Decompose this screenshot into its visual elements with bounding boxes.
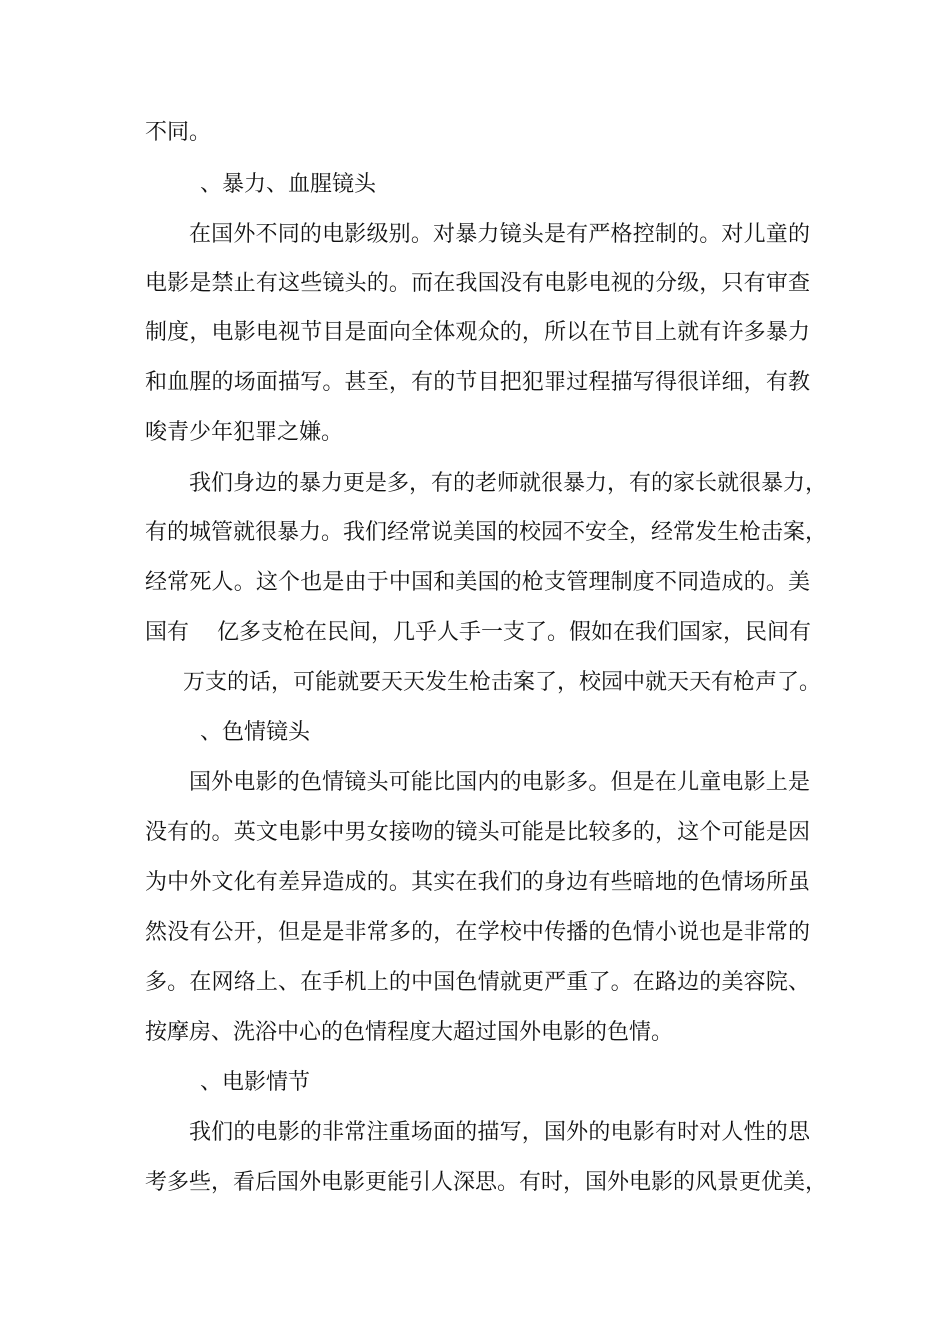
paragraph-line: 我们的电影的非常注重场面的描写，国外的电影有时对人性的思	[189, 1120, 810, 1145]
paragraph-line: 和血腥的场面描写。甚至，有的节目把犯罪过程描写得很详细，有教	[145, 370, 810, 395]
paragraph-line: 国外电影的色情镜头可能比国内的电影多。但是在儿童电影上是	[189, 770, 810, 795]
section-heading-plot: 、电影情节	[200, 1070, 311, 1095]
paragraph-line: 制度，电影电视节目是面向全体观众的，所以在节目上就有许多暴力	[145, 320, 810, 345]
section-heading-violence: 、暴力、血腥镜头	[200, 172, 377, 197]
paragraph-line: 按摩房、洗浴中心的色情程度大超过国外电影的色情。	[145, 1020, 674, 1045]
paragraph-line: 然没有公开，但是是非常多的，在学校中传播的色情小说也是非常的	[145, 920, 810, 945]
paragraph-line: 电影是禁止有这些镜头的。而在我国没有电影电视的分级，只有审查	[145, 271, 810, 296]
paragraph-line: 多。在网络上、在手机上的中国色情就更严重了。在路边的美容院、	[145, 970, 810, 995]
paragraph-line: 考多些，看后国外电影更能引人深思。有时，国外电影的风景更优美，	[145, 1170, 828, 1195]
paragraph-line: 国有 亿多支枪在民间，几乎人手一支了。假如在我们国家，民间有	[145, 620, 811, 645]
section-heading-erotic: 、色情镜头	[200, 720, 311, 745]
paragraph-line: 经常死人。这个也是由于中国和美国的枪支管理制度不同造成的。美	[145, 570, 810, 595]
paragraph-line: 我们身边的暴力更是多，有的老师就很暴力，有的家长就很暴力，	[189, 471, 828, 496]
paragraph-line: 万支的话，可能就要天天发生枪击案了，校园中就天天有枪声了。	[183, 670, 822, 695]
paragraph-line: 唆青少年犯罪之嫌。	[145, 420, 344, 445]
paragraph-line: 不同。	[145, 120, 212, 145]
paragraph-line: 为中外文化有差异造成的。其实在我们的身边有些暗地的色情场所虽	[145, 870, 810, 895]
paragraph-line: 没有的。英文电影中男女接吻的镜头可能是比较多的，这个可能是因	[145, 820, 810, 845]
paragraph-line: 有的城管就很暴力。我们经常说美国的校园不安全，经常发生枪击案，	[145, 520, 828, 545]
paragraph-line: 在国外不同的电影级别。对暴力镜头是有严格控制的。对儿童的	[189, 222, 810, 247]
